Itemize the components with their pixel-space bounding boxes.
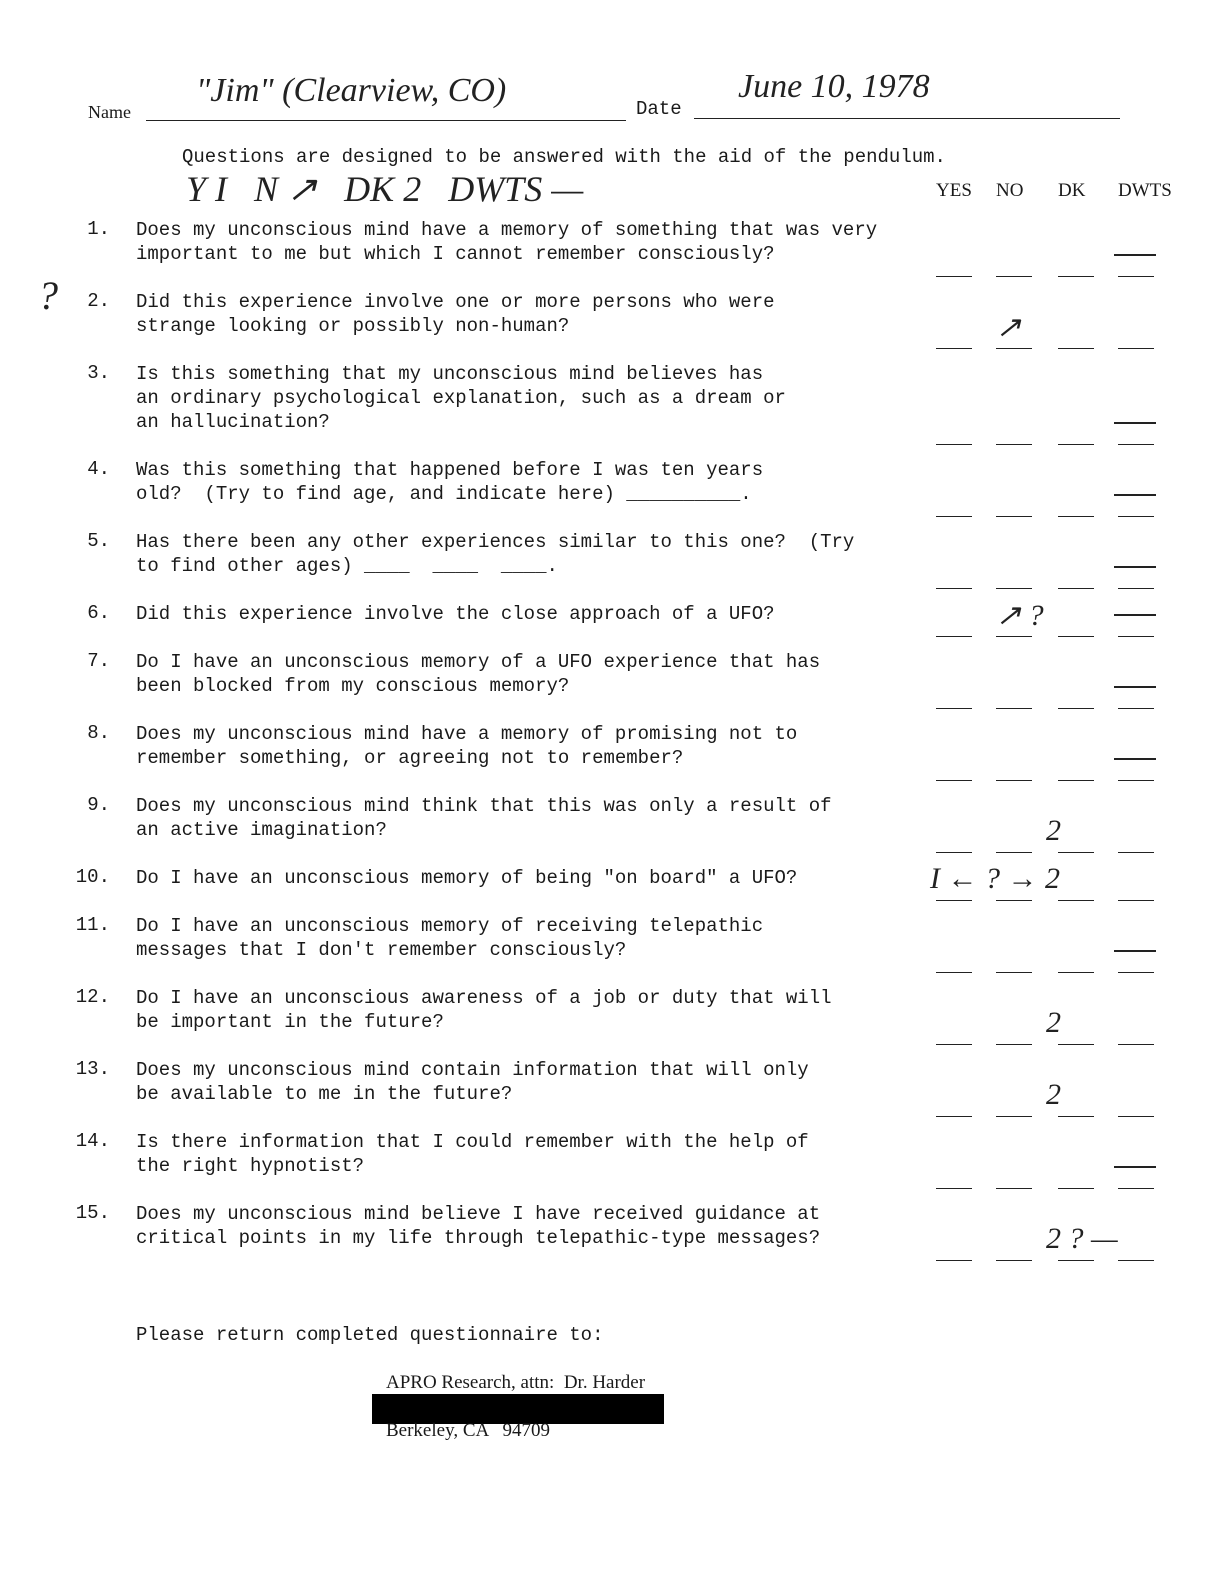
question-text-line: Do I have an unconscious memory of a UFO experience that has — [136, 651, 821, 673]
question-number: 3. — [87, 362, 110, 384]
question-text — [136, 722, 797, 770]
question-text-line: be important in the future? — [136, 1011, 444, 1033]
column-dwts: DWTS — [1118, 180, 1172, 201]
question-text — [136, 362, 786, 434]
answer-blank-dk[interactable] — [1058, 636, 1094, 637]
answer-blank-no[interactable] — [996, 276, 1032, 277]
answer-blank-no[interactable] — [996, 636, 1032, 637]
answer-blank-dwts[interactable] — [1118, 780, 1154, 781]
column-dk: DK — [1058, 180, 1086, 201]
margin-question-mark: ? — [38, 273, 58, 318]
column-no: NO — [996, 180, 1024, 201]
answer-blank-dk[interactable] — [1058, 444, 1094, 445]
answer-blank-dk[interactable] — [1058, 1044, 1094, 1045]
answer-blank-yes[interactable] — [936, 852, 972, 853]
answer-mark-dwts — [1114, 254, 1156, 256]
answer-blank-no[interactable] — [996, 852, 1032, 853]
answer-blank-yes[interactable] — [936, 1116, 972, 1117]
answer-blank-dwts[interactable] — [1118, 444, 1154, 445]
question-number: 8. — [87, 722, 110, 744]
name-label: Name — [88, 102, 131, 122]
answer-blank-no[interactable] — [996, 1044, 1032, 1045]
column-yes: YES — [936, 180, 972, 201]
question-text-line: Is this something that my unconscious mind believes has — [136, 363, 764, 385]
question-number: 6. — [87, 602, 110, 624]
question-text-line: critical points in my life through telepathic-type messages? — [136, 1227, 821, 1249]
question-number: 7. — [87, 650, 110, 672]
question-number: 10. — [75, 866, 110, 888]
answer-blank-dwts[interactable] — [1118, 1188, 1154, 1189]
answer-blank-dwts[interactable] — [1118, 276, 1154, 277]
answer-blank-no[interactable] — [996, 972, 1032, 973]
question-text — [136, 530, 854, 578]
question-text-line: strange looking or possibly non-human? — [136, 315, 570, 337]
answer-blank-yes[interactable] — [936, 780, 972, 781]
question-text-line: important to me but which I cannot remember consciously? — [136, 243, 775, 265]
question-number: 9. — [87, 794, 110, 816]
question-text-line: Do I have an unconscious memory of receiving telepathic — [136, 915, 764, 937]
question-text — [136, 458, 763, 506]
answer-blank-yes[interactable] — [936, 588, 972, 589]
date-label: Date — [636, 98, 682, 120]
question-text-line: be available to me in the future? — [136, 1083, 513, 1105]
answer-blank-dk[interactable] — [1058, 780, 1094, 781]
question-text-line: the right hypnotist? — [136, 1155, 365, 1177]
answer-blank-dk[interactable] — [1058, 972, 1094, 973]
handwritten-legend: Y I N ↗ DK 2 DWTS — — [186, 169, 584, 209]
date-underline — [694, 118, 1120, 119]
question-number: 13. — [75, 1058, 110, 1080]
handwritten-answer-note: 2 ? — — [1046, 1222, 1118, 1255]
date-value: June 10, 1978 — [738, 68, 930, 105]
answer-blank-dwts[interactable] — [1118, 1116, 1154, 1117]
handwritten-answer-note: ↗ — [996, 311, 1022, 344]
question-text — [136, 866, 797, 890]
question-text — [136, 986, 832, 1034]
answer-mark-dwts — [1114, 566, 1156, 568]
question-number: 1. — [87, 218, 110, 240]
question-number: 15. — [75, 1202, 110, 1224]
question-text — [136, 1058, 809, 1106]
question-text — [136, 794, 832, 842]
handwritten-answer-note: I ← ? → 2 — [930, 862, 1060, 895]
answer-mark-dwts — [1114, 1166, 1156, 1168]
question-text — [136, 1130, 809, 1178]
instructions: Questions are designed to be answered with the aid of the pendulum. — [182, 146, 946, 168]
question-text — [136, 218, 877, 266]
answer-blank-no[interactable] — [996, 348, 1032, 349]
answer-blank-dk[interactable] — [1058, 1260, 1094, 1261]
answer-blank-dwts[interactable] — [1118, 708, 1154, 709]
answer-mark-dwts — [1114, 614, 1156, 616]
answer-blank-dwts[interactable] — [1118, 972, 1154, 973]
return-instructions: Please return completed questionnaire to: — [136, 1324, 604, 1346]
answer-blank-dwts[interactable] — [1118, 852, 1154, 853]
question-text-line: messages that I don't remember consciously? — [136, 939, 627, 961]
answer-blank-dk[interactable] — [1058, 1116, 1094, 1117]
answer-blank-dwts[interactable] — [1118, 1044, 1154, 1045]
question-text-line: Does my unconscious mind have a memory of promising not to — [136, 723, 798, 745]
question-text-line: Has there been any other experiences similar to this one? (Try — [136, 531, 855, 553]
answer-blank-dk[interactable] — [1058, 516, 1094, 517]
answer-blank-no[interactable] — [996, 780, 1032, 781]
answer-blank-no[interactable] — [996, 900, 1032, 901]
name-value: "Jim" (Clearview, CO) — [196, 72, 507, 109]
answer-blank-dwts[interactable] — [1118, 348, 1154, 349]
handwritten-answer-note: 2 — [1046, 814, 1061, 847]
question-text — [136, 290, 775, 338]
question-number: 2. — [87, 290, 110, 312]
question-text-line: Was this something that happened before I was ten years — [136, 459, 764, 481]
answer-blank-yes[interactable] — [936, 444, 972, 445]
answer-blank-dk[interactable] — [1058, 852, 1094, 853]
answer-blank-dk[interactable] — [1058, 588, 1094, 589]
question-text-line: Does my unconscious mind think that this was only a result of — [136, 795, 832, 817]
question-number: 12. — [75, 986, 110, 1008]
answer-blank-yes[interactable] — [936, 1188, 972, 1189]
question-text-line: to find other ages) ____ ____ ____. — [136, 555, 558, 577]
answer-blank-yes[interactable] — [936, 636, 972, 637]
answer-blank-yes[interactable] — [936, 972, 972, 973]
handwritten-answer-note: 2 — [1046, 1006, 1061, 1039]
question-text — [136, 650, 820, 698]
answer-blank-dwts[interactable] — [1118, 588, 1154, 589]
question-number: 14. — [75, 1130, 110, 1152]
answer-blank-no[interactable] — [996, 708, 1032, 709]
question-text-line: an ordinary psychological explanation, such as a dream or — [136, 387, 786, 409]
answer-mark-dwts — [1114, 758, 1156, 760]
question-text-line: Do I have an unconscious memory of being "on board" a UFO? — [136, 867, 798, 889]
answer-blank-no[interactable] — [996, 588, 1032, 589]
answer-blank-dk[interactable] — [1058, 348, 1094, 349]
answer-blank-dwts[interactable] — [1118, 900, 1154, 901]
answer-blank-yes[interactable] — [936, 516, 972, 517]
answer-blank-yes[interactable] — [936, 900, 972, 901]
answer-blank-yes[interactable] — [936, 1044, 972, 1045]
question-number: 4. — [87, 458, 110, 480]
question-text — [136, 914, 763, 962]
handwritten-answer-note: 2 — [1046, 1078, 1061, 1111]
answer-blank-dwts[interactable] — [1118, 1260, 1154, 1261]
question-text — [136, 602, 775, 626]
question-text-line: Do I have an unconscious awareness of a job or duty that will — [136, 987, 832, 1009]
answer-blank-no[interactable] — [996, 1260, 1032, 1261]
answer-blank-no[interactable] — [996, 516, 1032, 517]
question-number: 5. — [87, 530, 110, 552]
answer-blank-yes[interactable] — [936, 708, 972, 709]
answer-blank-no[interactable] — [996, 1116, 1032, 1117]
answer-blank-dk[interactable] — [1058, 276, 1094, 277]
question-text-line: Did this experience involve one or more persons who were — [136, 291, 775, 313]
question-text-line: Did this experience involve the close approach of a UFO? — [136, 603, 775, 625]
answer-blank-yes[interactable] — [936, 1260, 972, 1261]
question-text-line: Is there information that I could remember with the help of — [136, 1131, 809, 1153]
handwritten-answer-note: ↗ ? — [996, 599, 1044, 632]
answer-blank-yes[interactable] — [936, 348, 972, 349]
question-text-line: an hallucination? — [136, 411, 330, 433]
question-text-line: old? (Try to find age, and indicate here) __________. — [136, 483, 752, 505]
answer-blank-dk[interactable] — [1058, 900, 1094, 901]
address-line-3: Berkeley, CA 94709 — [386, 1420, 550, 1441]
question-text-line: Does my unconscious mind have a memory of something that was very — [136, 219, 878, 241]
question-text — [136, 1202, 820, 1250]
answer-mark-dwts — [1114, 422, 1156, 424]
question-text-line: Does my unconscious mind contain information that will only — [136, 1059, 809, 1081]
answer-blank-dk[interactable] — [1058, 708, 1094, 709]
answer-mark-dwts — [1114, 950, 1156, 952]
answer-mark-dwts — [1114, 686, 1156, 688]
answer-blank-no[interactable] — [996, 444, 1032, 445]
question-text-line: an active imagination? — [136, 819, 387, 841]
name-underline — [146, 120, 626, 121]
answer-blank-dwts[interactable] — [1118, 636, 1154, 637]
answer-blank-no[interactable] — [996, 1188, 1032, 1189]
answer-mark-dwts — [1114, 494, 1156, 496]
question-text-line: been blocked from my conscious memory? — [136, 675, 570, 697]
question-text-line: Does my unconscious mind believe I have received guidance at — [136, 1203, 821, 1225]
answer-blank-dwts[interactable] — [1118, 516, 1154, 517]
address-line-1: APRO Research, attn: Dr. Harder — [386, 1372, 646, 1393]
question-text-line: remember something, or agreeing not to remember? — [136, 747, 684, 769]
answer-blank-dk[interactable] — [1058, 1188, 1094, 1189]
answer-blank-yes[interactable] — [936, 276, 972, 277]
question-number: 11. — [75, 914, 110, 936]
